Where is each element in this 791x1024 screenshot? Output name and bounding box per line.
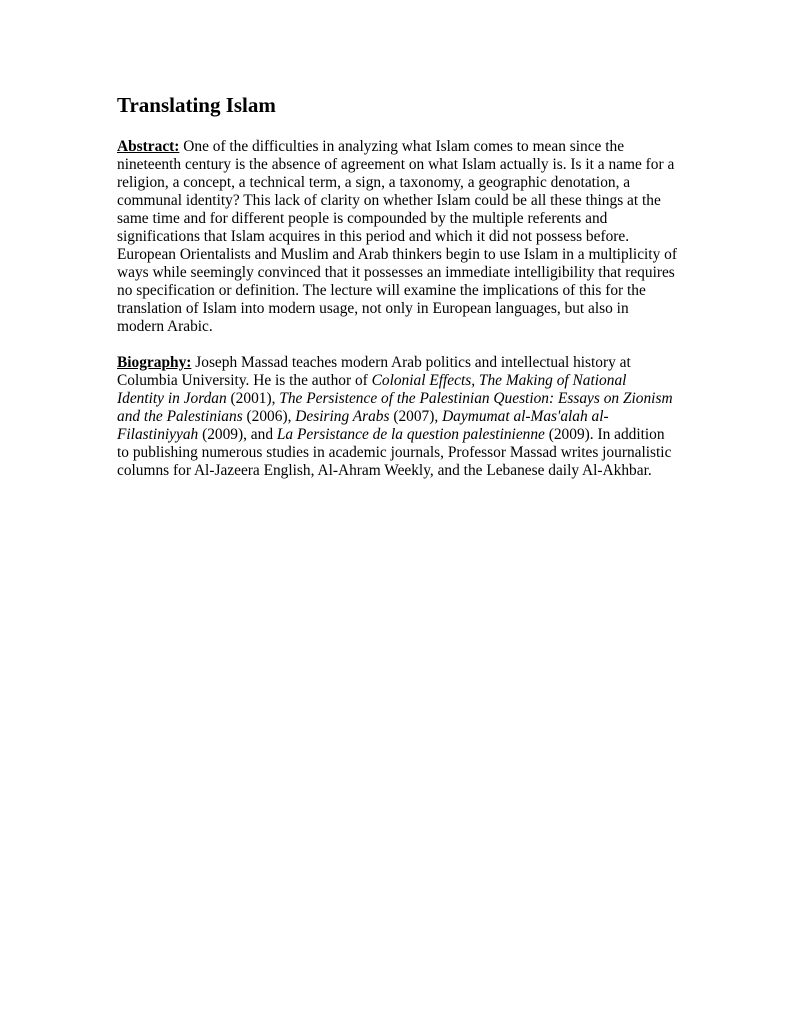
book-title-persistence: The Persistence of the Palestinian Question: Essays on Zionism and the Palestinians <box>117 390 673 425</box>
biography-text-closing: (2009). In addition to publishing numerous studies in academic journals, Professor Massad writes journalistic columns for Al-Jazeera English, Al-Ahram Weekly, and the Lebanese daily Al-Akhbar. <box>117 426 672 479</box>
book-title-desiring-arabs: Desiring Arabs <box>295 408 390 425</box>
biography-text-intro: Joseph Massad teaches modern Arab politics and intellectual history at Columbia University. He is the author of <box>117 354 631 389</box>
biography-text-year-2001: (2001), <box>226 390 280 407</box>
document-title: Translating Islam <box>117 93 276 117</box>
biography-paragraph <box>117 354 677 480</box>
document-page <box>117 92 677 498</box>
biography-text-year-2006: (2006), <box>242 408 296 425</box>
abstract-paragraph <box>117 138 677 336</box>
book-title-persistance: La Persistance de la question palestinienne <box>276 426 545 443</box>
book-title-daymumat: Daymumat al-Mas'alah al-Filastiniyyah <box>117 408 609 443</box>
biography-text-year-2009-and: (2009), and <box>198 426 277 443</box>
book-title-colonial-effects: Colonial Effects, The Making of National Identity in Jordan <box>117 372 627 407</box>
abstract-text: One of the difficulties in analyzing what Islam comes to mean since the nineteenth century is the absence of agreement on what Islam actually is. Is it a name for a religion, a concept, a technical term, a sign, a taxonomy, a geographic denotation, a communal identity? This lack of clarity on whether Islam could be all these things at the same time and for different people is compounded by the multiple referents and significations that Islam acquires in this period and which it did not possess before. European Orientalists and Muslim and Arab thinkers begin to use Islam in a multiplicity of ways while seemingly convinced that it possesses an immediate intelligibility that requires no specification or definition. The lecture will examine the implications of this for the translation of Islam into modern usage, not only in European languages, but also in modern Arabic. <box>117 138 677 335</box>
abstract-label: Abstract: <box>117 138 180 155</box>
biography-text-year-2007: (2007), <box>389 408 443 425</box>
biography-label: Biography: <box>117 354 192 371</box>
